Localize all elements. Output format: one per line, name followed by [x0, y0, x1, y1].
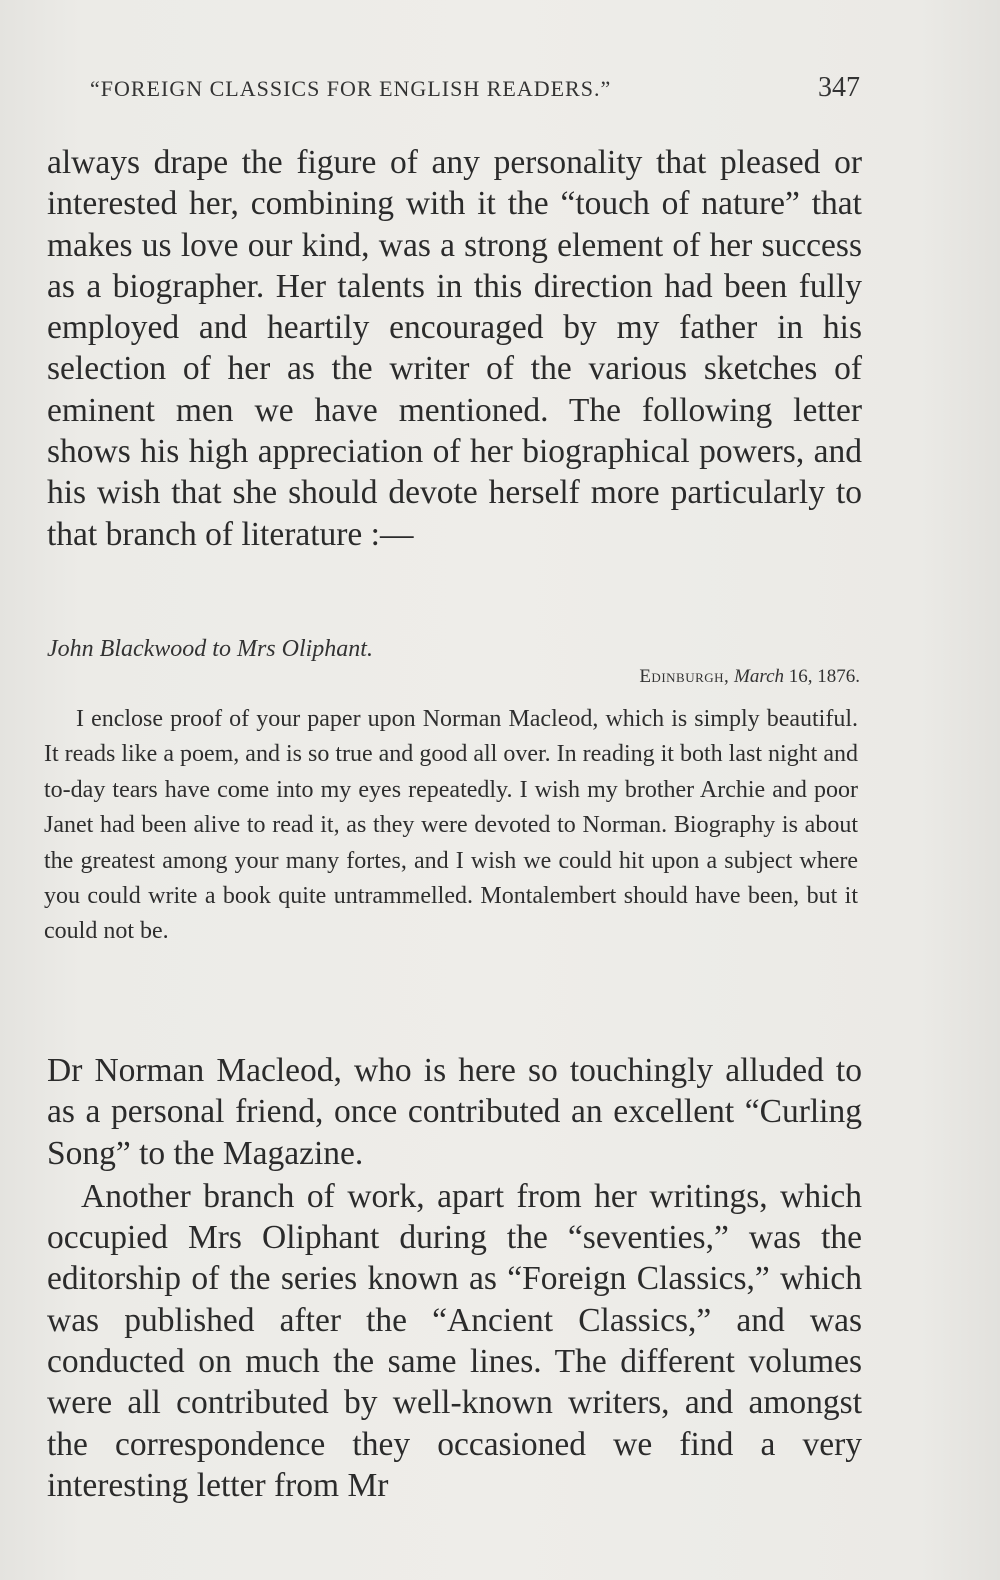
letter-date: 16, 1876.: [788, 666, 860, 687]
letter-dateline: [639, 666, 860, 688]
paragraph-3: Another branch of work, apart from her writings, which occupied Mrs Oliphant during the “seventies,” was the editorship of the series known as “Foreign Classics,” which was published after the “Ancient Classics,” and was conducted on much the same lines. The different volumes were all contributed by well-known writers, and amongst the correspondence they occasioned we find a very interesting letter from Mr: [47, 1177, 862, 1504]
running-title: “FOREIGN CLASSICS FOR ENGLISH READERS.”: [90, 76, 612, 101]
body-section-2: [47, 1050, 862, 1506]
paragraph-1: always drape the figure of any personality that pleased or interested her, combining with it the “touch of nature” that makes us love our kind, was a strong element of her success as a biographer. Her talents in this direction had been fully employed and heartily encouraged by my father in his selection of her as the writer of the various sketches of eminent men we have mentioned. The following letter shows his high appreciation of her biographical powers, and his wish that she should devote herself more particularly to that branch of literature :—: [47, 144, 862, 553]
letter-month: March: [734, 666, 784, 687]
letter-place: Edinburgh,: [639, 666, 730, 687]
letter-body: I enclose proof of your paper upon Norman Macleod, which is simply beautiful. It reads like a poem, and is so true and good all over. In reading it both last night and to-day tears have come into my eyes repeatedly. I wish my brother Archie and poor Janet had been alive to read it, as they were devoted to Norman. Biography is about the greatest among your many fortes, and I wish we could hit upon a subject where you could write a book quite untrammelled. Montalembert should have been, but it could not be.: [44, 706, 858, 945]
body-section-1: [47, 142, 862, 555]
letter-heading: John Blackwood to Mrs Oliphant.: [47, 636, 373, 662]
page-number: 347: [818, 72, 860, 103]
paragraph-2: Dr Norman Macleod, who is here so touchingly alluded to as a personal friend, once contributed an excellent “Curling Song” to the Magazine.: [47, 1052, 862, 1172]
